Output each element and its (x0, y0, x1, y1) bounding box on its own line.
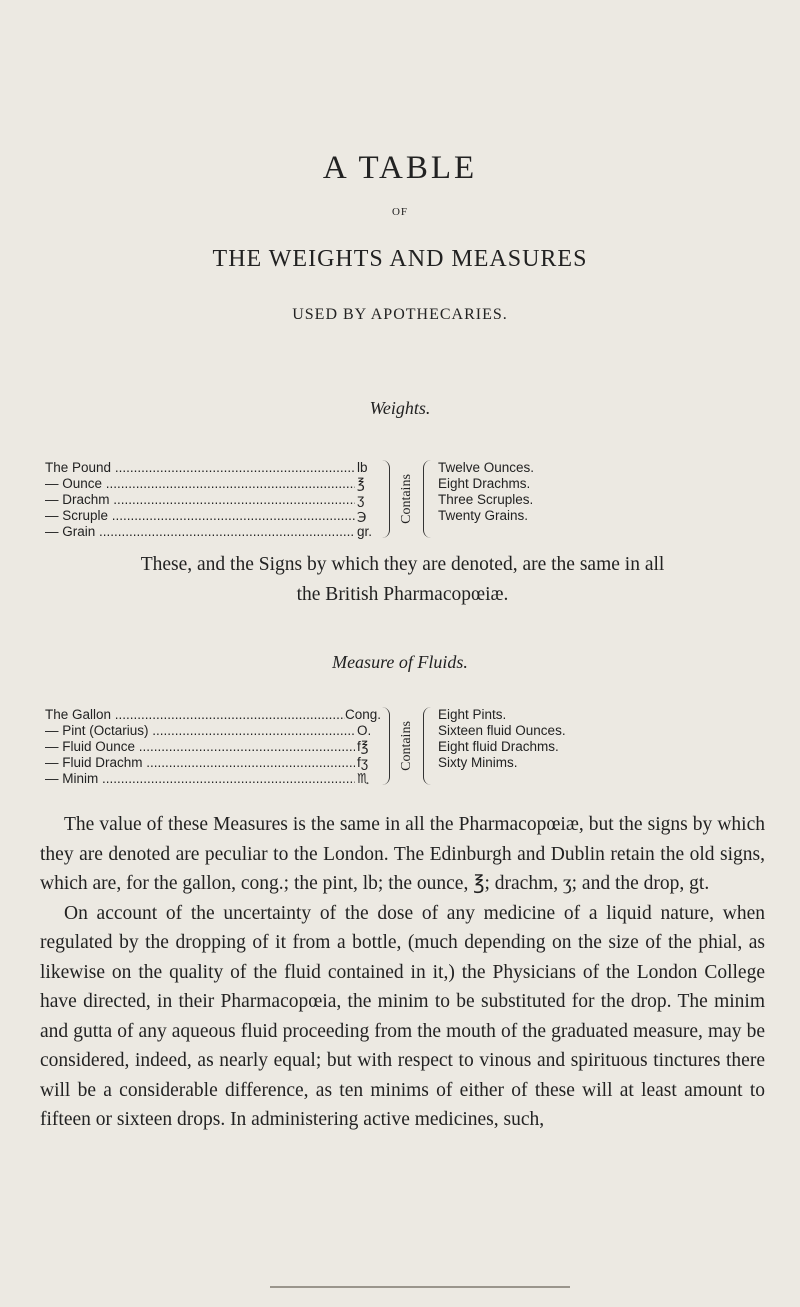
title-line-2: THE WEIGHTS AND MEASURES (212, 246, 588, 272)
row-value: Sixteen fluid Ounces. (438, 723, 566, 738)
row-sign: O. (357, 723, 379, 739)
left-brace (381, 460, 390, 538)
row-name: — Pint (Octarius) ..... (45, 723, 355, 739)
paragraph-2: On account of the uncertainty of the dose of any medicine of a liquid nature, when regulated by the dropping of it from a bottle, (much depending on the size of the phial, as likewise on the quality of the fluid contained in it,) the Physicians of the London College have directed, in their Pharmacopœia, the minim to be substituted for the drop. The minim and gutta of any aqueous fluid proceeding from the mouth of the graduated measure, may be considered, indeed, as nearly equal; but with respect to vinous and spirituous tinctures there will be a considerable difference, as ten minims of either of these will at least amount to fifteen or sixteen drops. In administering active medicines, such, (40, 902, 765, 1130)
weights-note (40, 550, 765, 609)
row-value: Sixty Minims. (438, 755, 518, 770)
row-sign: Cong. (345, 707, 391, 723)
title-line-3: USED BY APOTHECARIES. (292, 306, 508, 323)
row-value: Twelve Ounces. (438, 460, 535, 475)
row-name: — Fluid Drachm ..... (45, 755, 355, 771)
contains-label: Contains (399, 721, 414, 771)
row-name: The Pound ..... (45, 460, 355, 476)
row-value: Eight Pints. (438, 707, 507, 722)
row-value: Eight Drachms. (438, 476, 531, 491)
fluids-heading: Measure of Fluids. (332, 652, 468, 672)
title-of: OF (391, 206, 409, 218)
weights-note-line-2: the British Pharmacopœiæ. (296, 583, 509, 605)
row-value: Twenty Grains. (438, 508, 529, 523)
row-sign: ℈ (357, 508, 379, 524)
paragraph-1: The value of these Measures is the same in all the Pharmacopœiæ, but the signs by which they are denoted are peculiar to the London. The Edinburgh and Dublin retain the old signs, which are, for the gallon, cong.; the pint, lb; the ounce, ℥; drachm, ʒ; and the drop, gt. (40, 814, 765, 894)
weights-table (45, 460, 765, 540)
row-value: Eight fluid Drachms. (438, 739, 559, 754)
row-sign: ℥ (357, 476, 379, 492)
row-sign: f℥ (357, 739, 379, 755)
title-line-1: A TABLE (322, 150, 478, 186)
row-name: The Gallon ..... (45, 707, 355, 723)
row-name: — Fluid Ounce ..... (45, 739, 355, 755)
row-value: Three Scruples. (438, 492, 534, 507)
left-brace (381, 707, 390, 785)
row-name: — Grain ..... (45, 524, 355, 540)
weights-note-line-1: These, and the Signs by which they are denoted, are the same in all (140, 554, 665, 575)
contains-label: Contains (399, 474, 414, 524)
fluids-table (45, 707, 765, 787)
right-brace (423, 460, 432, 538)
weights-heading: Weights. (369, 398, 431, 418)
row-name: — Ounce ..... (45, 476, 355, 492)
row-sign: fʒ (357, 755, 379, 771)
row-name: — Scruple ..... (45, 508, 355, 524)
row-sign: ♏ (357, 771, 379, 787)
row-name: — Drachm ..... (45, 492, 355, 508)
row-sign: lb (357, 460, 379, 476)
bottom-rule (270, 1286, 570, 1288)
row-name: — Minim ..... (45, 771, 355, 787)
row-sign: gr. (357, 524, 379, 540)
body-text (40, 810, 765, 1135)
row-sign: ʒ (357, 492, 379, 508)
right-brace (423, 707, 432, 785)
